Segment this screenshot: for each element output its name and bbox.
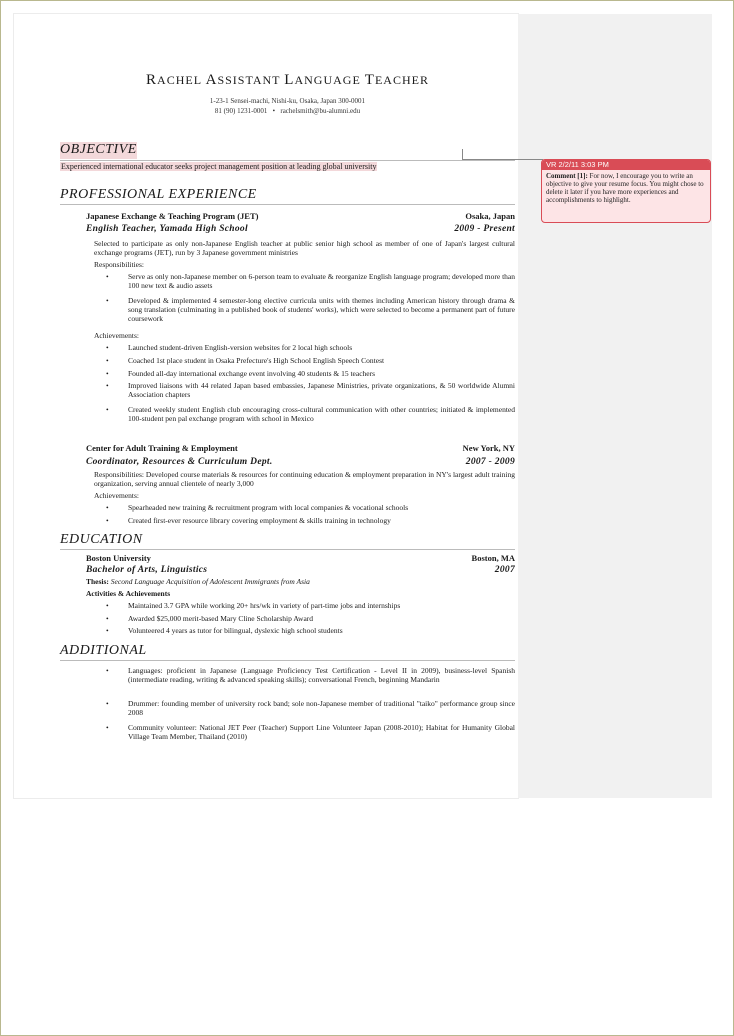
phone: 81 (90) 1231-0001: [214, 107, 268, 115]
job-1-description: Selected to participate as only non-Japanese English teacher at public senior high school as member of one of Japan's largest cultural exchange programs (JET), run by 3 Japanese government ministries: [94, 239, 515, 257]
job-1-resp-item: • Developed & implemented 4 semester-long elective curricula units with themes including American history through drama & song translation (culminating in a published book of students' works), which were selected to become a permanent part of future coursework: [106, 296, 515, 323]
job-2-ach-item: • Spearheaded new training & recruitment program with local companies & vocational schools: [106, 503, 409, 512]
job-2-dates: 2007 - 2009: [465, 457, 515, 467]
contact-info: [60, 96, 515, 116]
job-1-org: Japanese Exchange & Teaching Program (JET): [86, 211, 259, 221]
address: 1-23-1 Sensei-machi, Nishi-ku, Osaka, Japan 300-0001: [209, 97, 366, 105]
job-2-role: Coordinator, Resources & Curriculum Dept.: [86, 457, 273, 467]
email-link[interactable]: rachelsmith@bu-alumni.edu: [280, 107, 361, 115]
thesis: Thesis: Second Language Acquisition of Adolescent Immigrants from Asia: [86, 577, 310, 586]
additional-item: • Community volunteer: National JET Peer (Teacher) Support Line Volunteer Japan (2008-2010); Habitat for Humanity Global Village Team Member, Thailand (2010): [106, 723, 515, 741]
objective-heading: OBJECTIVE: [60, 142, 137, 157]
job-2-ach-label: Achievements:: [94, 491, 139, 500]
school-name: Boston University: [86, 553, 151, 563]
job-1-org-line: [60, 211, 515, 222]
experience-heading: PROFESSIONAL EXPERIENCE: [60, 187, 515, 205]
job-1-ach-item: • Launched student-driven English-version websites for 2 local high schools: [106, 343, 353, 352]
comment-label: Comment [1]:: [546, 172, 588, 180]
job-1-resp-label: Responsibilities:: [94, 260, 145, 269]
education-heading: EDUCATION: [60, 532, 515, 550]
job-1-role: English Teacher, Yamada High School: [86, 224, 248, 234]
objective-rule: [60, 160, 515, 161]
job-2-org: Center for Adult Training & Employment: [86, 443, 238, 453]
resume-name: RACHEL ASSISTANT LANGUAGE TEACHER: [146, 72, 429, 88]
comment-header: VR 2/2/11 3:03 PM: [542, 160, 710, 170]
degree-year: 2007: [494, 565, 515, 575]
additional-heading: ADDITIONAL: [60, 643, 515, 661]
job-1-ach-item: • Improved liaisons with 44 related Japan based embassies, Japanese Ministries, private organizations, & 50 worldwide Alumni Association chapters: [106, 381, 515, 399]
job-2-ach-item: • Created first-ever resource library covering employment & skills training in technology: [106, 516, 391, 525]
school-location: Boston, MA: [471, 553, 515, 563]
job-1-location: Osaka, Japan: [465, 211, 515, 221]
degree-line: [60, 565, 515, 575]
comment-text: For now, I encourage you to write an objective to give your resume focus. You might chose to delete it later if you have more experiences and accomplishments to highlight.: [546, 172, 704, 204]
document-page: [14, 14, 518, 798]
job-2-description: Responsibilities: Developed course materials & resources for continuing education & employment preparation in NY's largest adult training organization, serving annual clientele of nearly 3,000: [94, 470, 515, 488]
job-1-ach-item: • Founded all-day international exchange event involving 40 students & 15 teachers: [106, 369, 376, 378]
job-2-role-line: [60, 457, 515, 467]
job-1-ach-item: • Created weekly student English club encouraging cross-cultural communication with other countries; initiated & implemented 100-student pen pal exchange program with school in Mexico: [106, 405, 515, 423]
comment-connector: [462, 149, 543, 160]
additional-item: • Drummer: founding member of university rock band; sole non-Japanese member of traditional "taiko" performance group since 2008: [106, 699, 515, 717]
phone-email: 81 (90) 1231-0001 • rachelsmith@bu-alumni.edu: [214, 107, 361, 115]
activities-label: Activities & Achievements: [86, 589, 171, 598]
education-item: • Volunteered 4 years as tutor for bilingual, dyslexic high school students: [106, 626, 343, 635]
degree: Bachelor of Arts, Linguistics: [86, 565, 208, 575]
comment-body: [542, 170, 710, 206]
comment-balloon[interactable]: [541, 159, 711, 223]
job-1-dates: 2009 - Present: [454, 224, 515, 234]
job-2-org-line: [60, 443, 515, 454]
job-1-role-line: [60, 224, 515, 234]
comment-margin-panel: [518, 14, 712, 798]
job-1-ach-item: • Coached 1st place student in Osaka Prefecture's High School English Speech Contest: [106, 356, 385, 365]
job-1-resp-item: • Serve as only non-Japanese member on 6-person team to evaluate & reorganize English language program; developed more than 100 new text & audio assets: [106, 272, 515, 290]
education-item: • Awarded $25,000 merit-based Mary Cline Scholarship Award: [106, 614, 314, 623]
school-line: [60, 553, 515, 564]
objective-text[interactable]: Experienced international educator seeks project management position at leading global university: [61, 162, 377, 171]
job-1-ach-label: Achievements:: [94, 331, 139, 340]
education-item: • Maintained 3.7 GPA while working 20+ hrs/wk in variety of part-time jobs and internships: [106, 601, 401, 610]
job-2-location: New York, NY: [462, 443, 515, 453]
additional-item: • Languages: proficient in Japanese (Language Proficiency Test Certification - Level II in 2009), business-level Spanish (intermediate reading, writing & advanced speaking skills); conversational French, beginning Mandarin: [106, 666, 515, 684]
